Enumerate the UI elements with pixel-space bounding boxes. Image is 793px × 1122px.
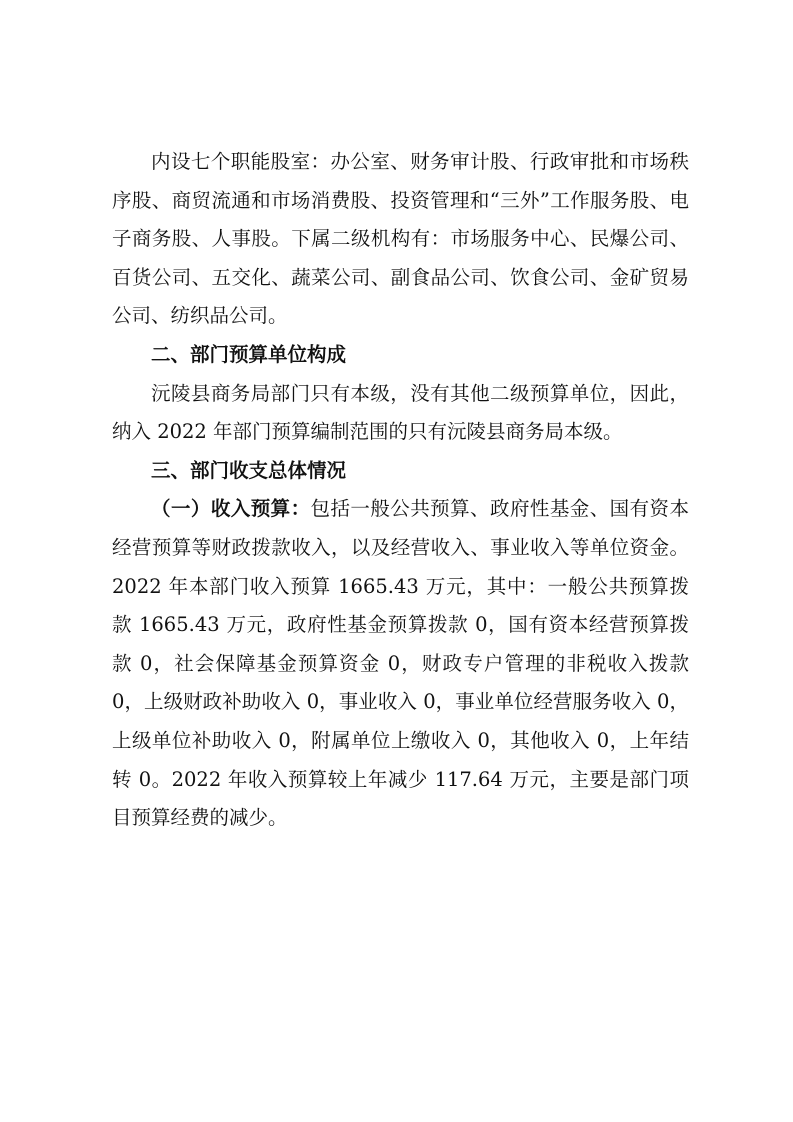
income-budget-lead: （一）收入预算： xyxy=(151,497,311,521)
income-budget-text: 包括一般公共预算、政府性基金、国有资本经营预算等财政拨款收入，以及经营收入、事业收入等单位资金。2022 年本部门收入预算 1665.43 万元，其中：一般公共预算拨款 1665.43 万元，政府性基金预算拨款 0，国有资本经营预算拨款 0，社会保障基金预算资金 0，财政专户管理的非税收入拨款 0，上级财政补助收入 0，事业收入 0，事业单位经营服务收入 0，上级单位补助收入 0，附属单位上缴收入 0，其他收入 0，上年结转 0。2022 年收入预算较上年减少 117.64 万元，主要是部门项目预算经费的减少。 xyxy=(112,497,689,830)
document-page xyxy=(112,143,689,838)
paragraph-internal-departments: 内设七个职能股室：办公室、财务审计股、行政审批和市场秩序股、商贸流通和市场消费股、投资管理和“三外”工作服务股、电子商务股、人事股。下属二级机构有：市场服务中心、民爆公司、百货公司、五交化、蔬菜公司、副食品公司、饮食公司、金矿贸易公司、纺织品公司。 xyxy=(112,150,689,328)
paragraph-income-budget xyxy=(112,490,689,837)
section-heading-income-expenditure: 三、部门收支总体情况 xyxy=(151,458,347,482)
paragraph-budget-units: 沅陵县商务局部门只有本级，没有其他二级预算单位，因此，纳入 2022 年部门预算编制范围的只有沅陵县商务局本级。 xyxy=(112,381,689,444)
section-heading-budget-units: 二、部门预算单位构成 xyxy=(151,342,347,366)
